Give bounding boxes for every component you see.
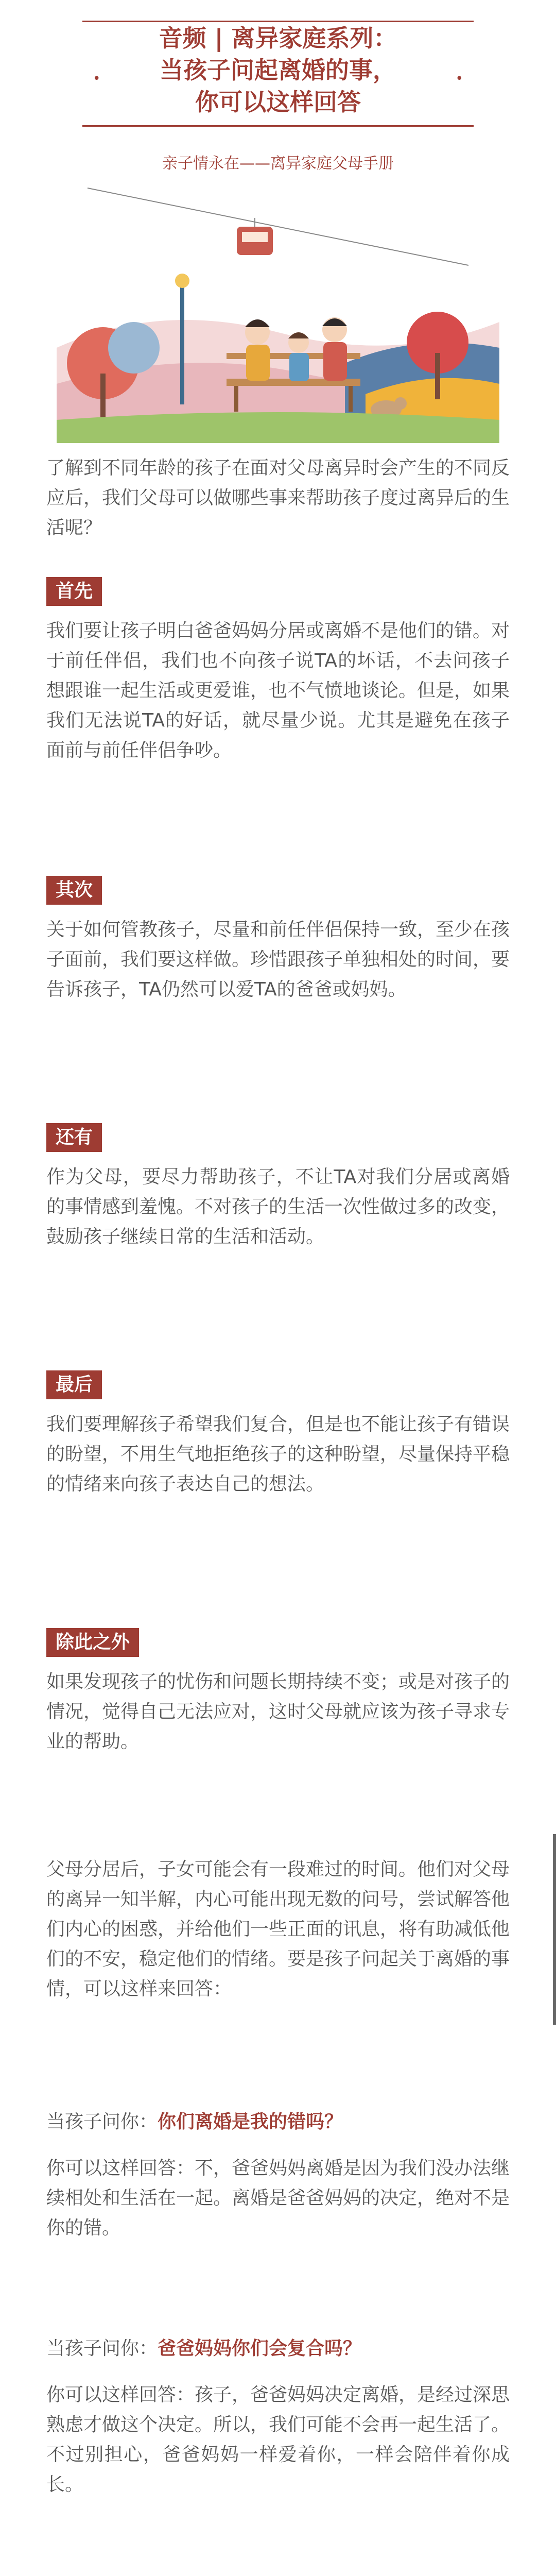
title-line-1: 音频 | 离异家庭系列： (159, 24, 397, 52)
section-tag-besides: 除此之外 (46, 1628, 139, 1657)
section-tag-last: 最后 (46, 1370, 102, 1399)
title-line-2: 当孩子问起离婚的事， (160, 56, 396, 84)
qa-answer-1: 你可以这样回答：不，爸爸妈妈离婚是因为我们没办法继续相处和生活在一起。离婚是爸爸妈妈的决定，绝对不是你的错。 (46, 2158, 510, 2239)
family-illustration (57, 178, 499, 443)
bullet-dot-right: • (455, 71, 463, 87)
intro-paragraph: 了解到不同年龄的孩子在面对父母离异时会产生的不同反应后，我们父母可以做哪些事来帮助孩子度过离异后的生活呢？ (46, 457, 510, 538)
section-text-first: 我们要让孩子明白爸爸妈妈分居或离婚不是他们的错。对于前任伴侣，我们也不向孩子说TA的坏话，不去问孩子想跟谁一起生活或更爱谁，也不气愤地谈论。但是，如果我们无法说TA的好话，就尽量少说。尤其是避免在孩子面前与前任伴侣争吵。 (46, 620, 510, 761)
section-tag-first: 首先 (46, 577, 102, 606)
qa-question-1 (46, 2107, 510, 2137)
section-text-also: 作为父母，要尽力帮助孩子，不让TA对我们分居或离婚的事情感到羞愧。不对孩子的生活一次性做过多的改变，鼓励孩子继续日常的生活和活动。 (46, 1166, 510, 1247)
section-text-besides: 如果发现孩子的忧伤和问题长期持续不变；或是对孩子的情况，觉得自己无法应对，这时父母就应该为孩子寻求专业的帮助。 (46, 1671, 510, 1752)
section-text-last: 我们要理解孩子希望我们复合，但是也不能让孩子有错误的盼望，不用生气地拒绝孩子的这种盼望，尽量保持平稳的情绪来向孩子表达自己的想法。 (46, 1414, 510, 1495)
transition-paragraph: 父母分居后，子女可能会有一段难过的时间。他们对父母的离异一知半解，内心可能出现无数的问号，尝试解答他们内心的困惑，并给他们一些正面的讯息，将有助减低他们的不安，稳定他们的情绪。要是孩子问起关于离婚的事情，可以这样来回答： (46, 1859, 510, 1999)
section-tag-second: 其次 (46, 876, 102, 905)
qa-prefix: 当孩子问你： (46, 2111, 158, 2132)
qa-answer-2: 你可以这样回答：孩子，爸爸妈妈决定离婚，是经过深思熟虑才做这个决定。所以，我们可能不会再一起生活了。不过别担心，爸爸妈妈一样爱着你，一样会陪伴着你成长。 (46, 2384, 510, 2495)
bullet-dot-left: • (93, 71, 101, 87)
section-text-second: 关于如何管教孩子，尽量和前任伴侣保持一致，至少在孩子面前，我们要这样做。珍惜跟孩子单独相处的时间，要告诉孩子，TA仍然可以爱TA的爸爸或妈妈。 (46, 919, 510, 1000)
article-header (82, 21, 474, 127)
qa-question-text: 爸爸妈妈你们会复合吗？ (158, 2338, 362, 2359)
article-subtitle: 亲子情永在——离异家庭父母手册 (162, 155, 394, 173)
title-line-3: 你可以这样回答 (195, 88, 361, 116)
section-tag-also: 还有 (46, 1123, 102, 1152)
qa-question-2 (46, 2334, 510, 2364)
qa-prefix: 当孩子问你： (46, 2338, 158, 2359)
qa-question-text: 你们离婚是我的错吗？ (158, 2111, 343, 2132)
scrollbar-indicator (553, 1834, 556, 2025)
